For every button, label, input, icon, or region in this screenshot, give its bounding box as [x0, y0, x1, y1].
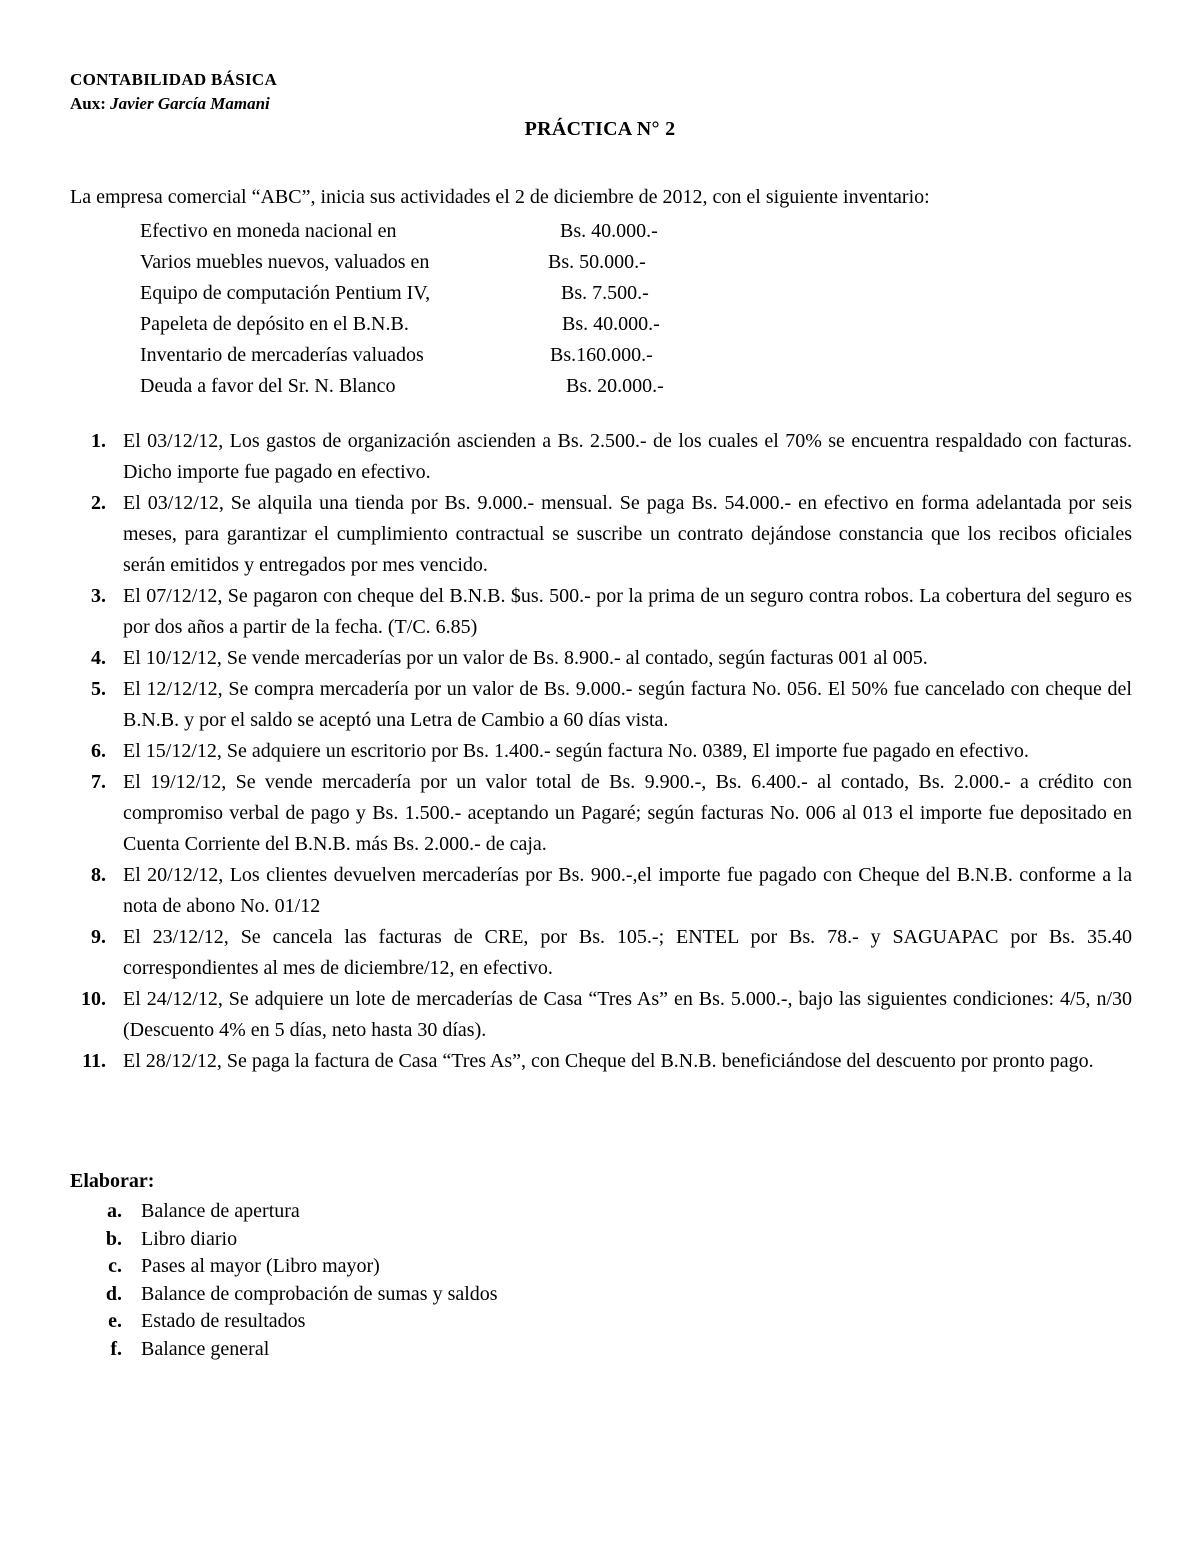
inventory-label: Equipo de computación Pentium IV,	[140, 282, 431, 304]
inventory-amount: Bs. 50.000.-	[548, 251, 646, 273]
inventory-amount: Bs. 40.000.-	[562, 313, 660, 335]
transaction-text: El 07/12/12, Se pagaron con cheque del B.N.B. $us. 500.- por la prima de un seguro contra robos. La cobertura del seguro es por dos años a partir de la fecha. (T/C. 6.85)	[123, 585, 1132, 638]
transaction-item	[70, 1046, 1132, 1077]
transaction-item	[70, 488, 1132, 581]
elaborar-item	[104, 1198, 498, 1226]
inventory-row	[140, 309, 760, 340]
transaction-number: 4.	[91, 647, 106, 669]
elaborar-letter: e.	[108, 1310, 122, 1332]
transaction-text: El 24/12/12, Se adquiere un lote de mercaderías de Casa “Tres As” en Bs. 5.000.-, bajo las siguientes condiciones: 4/5, n/30 (Descuento 4% en 5 días, neto hasta 30 días).	[123, 988, 1132, 1041]
transaction-text: El 10/12/12, Se vende mercaderías por un valor de Bs. 8.900.- al contado, según facturas 001 al 005.	[123, 647, 928, 669]
elaborar-item	[104, 1308, 498, 1336]
elaborar-item	[104, 1281, 498, 1309]
inventory-label: Efectivo en moneda nacional en	[140, 220, 397, 242]
elaborar-text: Libro diario	[141, 1227, 238, 1250]
intro-paragraph: La empresa comercial “ABC”, inicia sus actividades el 2 de diciembre de 2012, con el siguiente inventario:	[70, 186, 930, 208]
transaction-number: 2.	[91, 492, 106, 514]
inventory-label: Inventario de mercaderías valuados	[140, 344, 424, 366]
inventory-list	[140, 216, 760, 402]
inventory-row	[140, 340, 760, 371]
inventory-label: Papeleta de depósito en el B.N.B.	[140, 313, 409, 335]
transaction-item	[70, 984, 1132, 1046]
assistant-name: Javier García Mamani	[110, 94, 270, 113]
inventory-amount: Bs. 7.500.-	[561, 282, 649, 304]
transaction-number: 9.	[91, 926, 106, 948]
inventory-amount: Bs. 40.000.-	[560, 220, 658, 242]
elaborar-item	[104, 1226, 498, 1254]
transaction-item	[70, 643, 1132, 674]
transaction-text: El 03/12/12, Los gastos de organización ascienden a Bs. 2.500.- de los cuales el 70% se encuentra respaldado con facturas. Dicho importe fue pagado en efectivo.	[123, 430, 1132, 483]
elaborar-text: Balance de comprobación de sumas y saldos	[141, 1282, 498, 1305]
transaction-item	[70, 922, 1132, 984]
assistant-line	[70, 94, 270, 114]
transaction-item	[70, 736, 1132, 767]
elaborar-letter: b.	[105, 1227, 122, 1250]
transaction-text: El 20/12/12, Los clientes devuelven mercaderías por Bs. 900.-,el importe fue pagado con Cheque del B.N.B. conforme a la nota de abono No. 01/12	[123, 864, 1132, 917]
transaction-number: 1.	[91, 430, 106, 452]
transaction-item	[70, 767, 1132, 860]
inventory-row	[140, 247, 760, 278]
elaborar-text: Estado de resultados	[141, 1310, 306, 1332]
transaction-item	[70, 860, 1132, 922]
elaborar-heading: Elaborar:	[70, 1170, 155, 1192]
transaction-text: El 19/12/12, Se vende mercadería por un valor total de Bs. 9.900.-, Bs. 6.400.- al contado, Bs. 2.000.- a crédito con compromiso verbal de pago y Bs. 1.500.- aceptando un Pagaré; según facturas No. 006 al 013 el importe fue depositado en Cuenta Corriente del B.N.B. más Bs. 2.000.- de caja.	[123, 771, 1132, 855]
elaborar-list	[104, 1198, 498, 1363]
assistant-label: Aux:	[70, 94, 106, 113]
transaction-number: 11.	[82, 1050, 106, 1072]
elaborar-item	[104, 1336, 498, 1364]
transaction-number: 3.	[91, 585, 106, 607]
transaction-item	[70, 674, 1132, 736]
transaction-number: 10.	[81, 988, 106, 1010]
elaborar-letter: a.	[107, 1200, 122, 1222]
transaction-list	[70, 426, 1132, 1077]
inventory-amount: Bs.160.000.-	[550, 344, 653, 366]
elaborar-text: Balance general	[141, 1337, 270, 1360]
inventory-row	[140, 216, 760, 247]
elaborar-letter: d.	[105, 1282, 122, 1305]
inventory-label: Varios muebles nuevos, valuados en	[140, 251, 430, 273]
transaction-item	[70, 426, 1132, 488]
inventory-row	[140, 278, 760, 309]
elaborar-text: Balance de apertura	[141, 1200, 300, 1222]
inventory-label: Deuda a favor del Sr. N. Blanco	[140, 375, 396, 397]
transaction-text: El 15/12/12, Se adquiere un escritorio por Bs. 1.400.- según factura No. 0389, El importe fue pagado en efectivo.	[123, 740, 1029, 762]
elaborar-letter: c.	[108, 1255, 122, 1277]
transaction-text: El 03/12/12, Se alquila una tienda por Bs. 9.000.- mensual. Se paga Bs. 54.000.- en efectivo en forma adelantada por seis meses, para garantizar el cumplimiento contractual se suscribe un contrato dejándose constancia que los recibos oficiales serán emitidos y entregados por mes vencido.	[123, 492, 1132, 576]
transaction-number: 7.	[91, 771, 106, 793]
elaborar-item	[104, 1253, 498, 1281]
transaction-item	[70, 581, 1132, 643]
course-name: CONTABILIDAD BÁSICA	[70, 70, 278, 89]
inventory-row	[140, 371, 760, 402]
transaction-number: 5.	[91, 678, 106, 700]
page-title: PRÁCTICA N° 2	[524, 118, 676, 140]
transaction-text: El 12/12/12, Se compra mercadería por un valor de Bs. 9.000.- según factura No. 056. El 50% fue cancelado con cheque del B.N.B. y por el saldo se aceptó una Letra de Cambio a 60 días vista.	[123, 678, 1132, 731]
transaction-text: El 23/12/12, Se cancela las facturas de CRE, por Bs. 105.-; ENTEL por Bs. 78.- y SAGUAPAC por Bs. 35.40 correspondientes al mes de diciembre/12, en efectivo.	[123, 926, 1132, 979]
transaction-number: 6.	[91, 740, 106, 762]
transaction-number: 8.	[91, 864, 106, 886]
elaborar-letter: f.	[110, 1337, 122, 1360]
inventory-amount: Bs. 20.000.-	[566, 375, 664, 397]
transaction-text: El 28/12/12, Se paga la factura de Casa “Tres As”, con Cheque del B.N.B. beneficiándose del descuento por pronto pago.	[123, 1050, 1094, 1072]
elaborar-text: Pases al mayor (Libro mayor)	[141, 1255, 380, 1277]
